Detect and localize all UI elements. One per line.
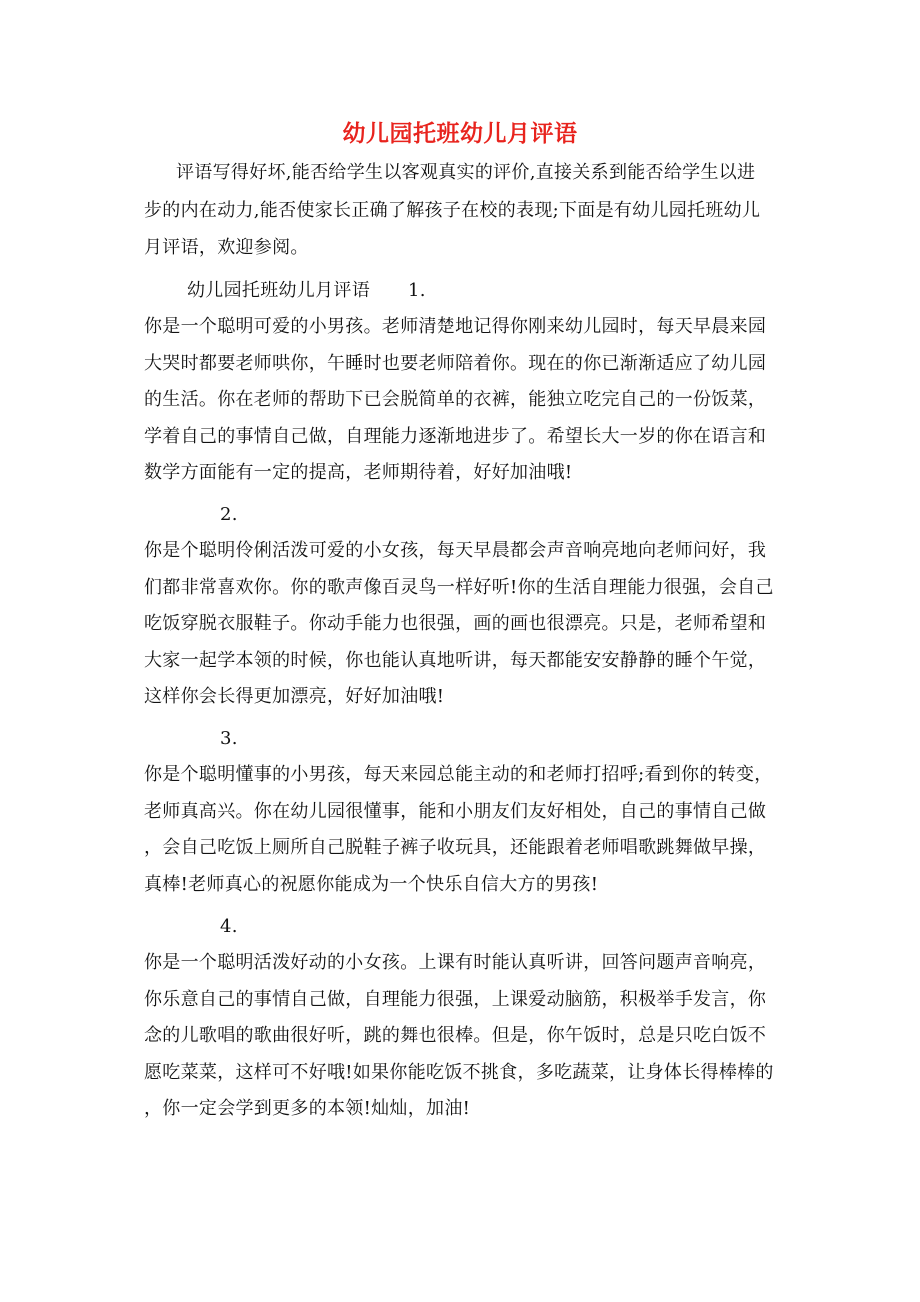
intro-line: 月评语，欢迎参阅。: [144, 237, 309, 258]
comment-number: 3.: [220, 728, 238, 749]
document-title: 幼儿园托班幼儿月评语: [342, 120, 578, 147]
comment-line: 学着自己的事情自己做，自理能力逐渐地进步了。希望长大一岁的你在语言和: [144, 426, 767, 447]
comment-line: 老师真高兴。你在幼儿园很懂事，能和小朋友们友好相处，自己的事情自己做: [144, 801, 767, 822]
comment-number: 4.: [220, 916, 238, 937]
comment-line: 数学方面能有一定的提高，老师期待着，好好加油哦!: [144, 462, 573, 483]
comment-line: ，会自己吃饭上厕所自己脱鞋子裤子收玩具，还能跟着老师唱歌跳舞做早操，: [144, 837, 767, 858]
comment-line: 这样你会长得更加漂亮，好好加油哦!: [144, 686, 445, 707]
comment-line: 真棒!老师真心的祝愿你能成为一个快乐自信大方的男孩!: [144, 874, 599, 895]
comment-line: 愿吃菜菜，这样可不好哦!如果你能吃饭不挑食，多吃蔬菜，让身体长得棒棒的: [144, 1062, 774, 1083]
comment-number: 2.: [220, 504, 238, 525]
comment-line: 你是个聪明懂事的小男孩，每天来园总能主动的和老师打招呼;看到你的转变，: [144, 764, 773, 785]
comment-line: 大哭时都要老师哄你，午睡时也要老师陪着你。现在的你已渐渐适应了幼儿园: [144, 353, 767, 374]
comment-line: 你是一个聪明可爱的小男孩。老师清楚地记得你刚来幼儿园时，每天早晨来园: [144, 316, 767, 337]
comment-line: 们都非常喜欢你。你的歌声像百灵鸟一样好听!你的生活自理能力很强，会自己: [144, 577, 774, 598]
comment-line: 念的儿歌唱的歌曲很好听，跳的舞也很棒。但是，你午饭时，总是只吃白饭不: [144, 1025, 767, 1046]
comment-line: 你乐意自己的事情自己做，自理能力很强，上课爱动脑筋，积极举手发言，你: [144, 989, 767, 1010]
comment-line: 的生活。你在老师的帮助下已会脱简单的衣裤，能独立吃完自己的一份饭菜，: [144, 389, 767, 410]
comment-line: 你是个聪明伶俐活泼可爱的小女孩，每天早晨都会声音响亮地向老师问好，我: [144, 540, 767, 561]
comment-line: 你是一个聪明活泼好动的小女孩。上课有时能认真听讲，回答问题声音响亮，: [144, 952, 767, 973]
section-number: 1.: [408, 280, 426, 301]
comment-line: 大家一起学本领的时候，你也能认真地听讲，每天都能安安静静的睡个午觉，: [144, 650, 767, 671]
intro-line: 评语写得好坏,能否给学生以客观真实的评价,直接关系到能否给学生以进: [176, 162, 756, 183]
section-heading: 幼儿园托班幼儿月评语: [187, 280, 370, 301]
intro-line: 步的内在动力,能否使家长正确了解孩子在校的表现;下面是有幼儿园托班幼儿: [144, 200, 761, 221]
comment-line: 吃饭穿脱衣服鞋子。你动手能力也很强，画的画也很漂亮。只是，老师希望和: [144, 613, 767, 634]
comment-line: ，你一定会学到更多的本领!灿灿，加油!: [144, 1098, 471, 1119]
